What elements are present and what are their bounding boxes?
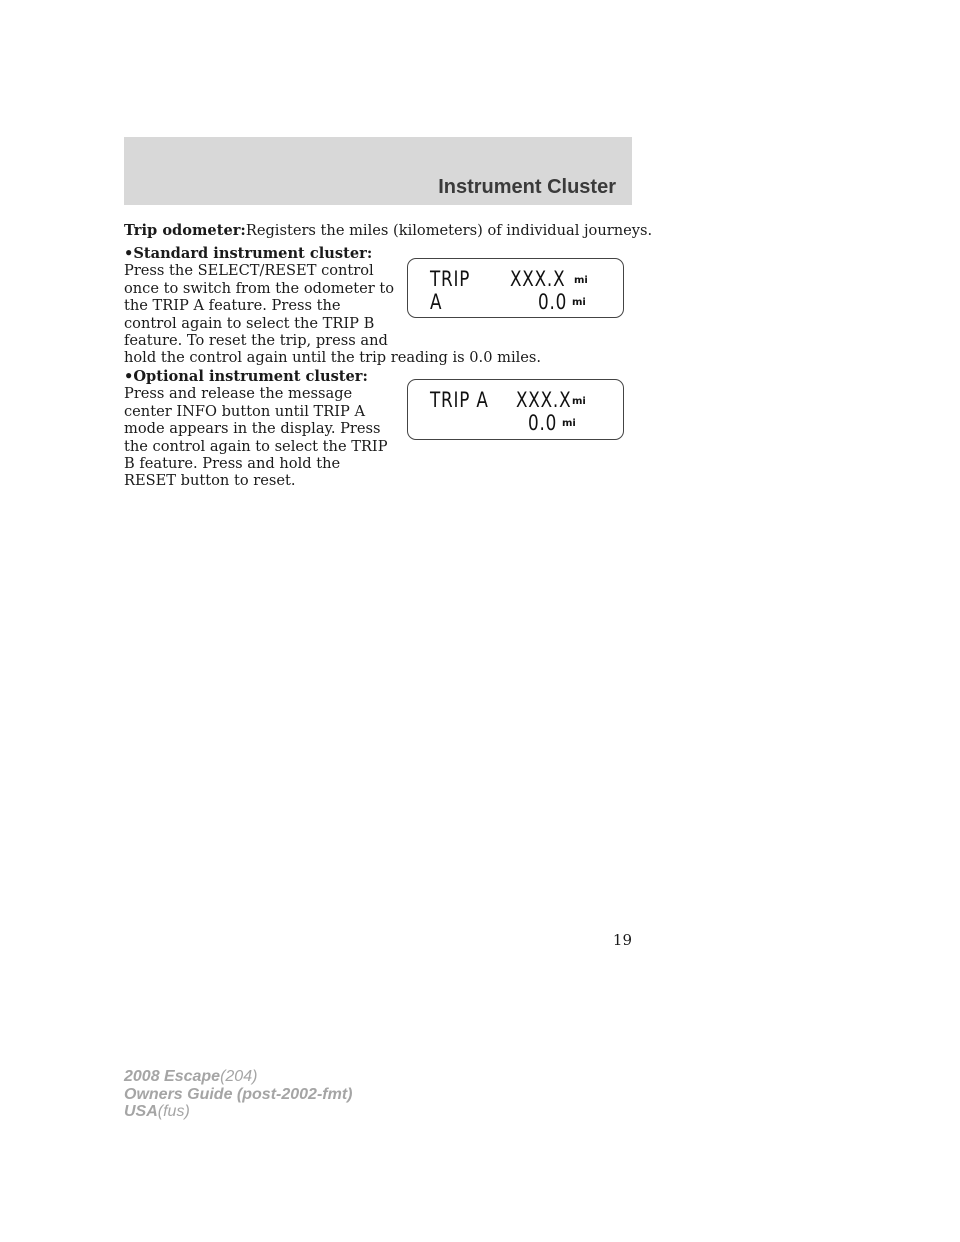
section-title: Instrument Cluster	[438, 176, 616, 198]
optional-line: the control again to select the TRIP	[124, 437, 388, 455]
optional-line: Press and release the message	[124, 385, 353, 403]
optional-heading: •Optional instrument cluster:	[124, 368, 368, 385]
display-unit: mi	[574, 275, 588, 286]
standard-trip-display	[407, 258, 624, 318]
standard-line: control again to select the TRIP B	[124, 314, 375, 332]
display-trip-value: XXX.X	[510, 267, 566, 291]
optional-trip-display	[407, 379, 624, 440]
standard-heading: •Standard instrument cluster:	[124, 245, 373, 262]
display-trip-value: XXX.X	[516, 388, 572, 412]
display-trip-a-label: TRIP A	[430, 388, 489, 412]
section-header-band	[124, 137, 632, 205]
display-trip-label: TRIP	[430, 267, 471, 291]
optional-line: B feature. Press and hold the	[124, 455, 341, 473]
display-reading-value: 0.0	[538, 290, 568, 314]
page-number: 19	[612, 931, 632, 949]
standard-line: feature. To reset the trip, press and	[124, 332, 388, 350]
display-trip-a-label: A	[430, 290, 443, 314]
intro-text: Registers the miles (kilometers) of individual journeys.	[245, 222, 653, 239]
standard-line: once to switch from the odometer to	[124, 279, 394, 297]
optional-line: mode appears in the display. Press	[124, 420, 381, 438]
optional-line: center INFO button until TRIP A	[124, 402, 366, 420]
footer-market-code: (fus)	[157, 1103, 190, 1120]
standard-line: Press the SELECT/RESET control	[124, 262, 374, 280]
intro-term: Trip odometer:	[124, 222, 246, 239]
optional-cluster-paragraph	[124, 368, 388, 490]
optional-line: RESET button to reset.	[124, 472, 296, 490]
standard-line: hold the control again until the trip reading is 0.0 miles.	[124, 349, 542, 367]
footer-model-code: (204)	[220, 1068, 258, 1085]
footer-market: USA	[124, 1103, 158, 1120]
standard-line: the TRIP A feature. Press the	[124, 297, 341, 315]
footer-guide: Owners Guide (post-2002-fmt)	[124, 1085, 353, 1103]
display-unit: mi	[562, 418, 576, 429]
document-footer	[124, 1068, 352, 1121]
intro-paragraph	[124, 222, 652, 239]
footer-model: 2008 Escape	[124, 1068, 221, 1085]
display-unit: mi	[572, 396, 586, 407]
display-unit: mi	[572, 297, 586, 308]
display-reading-value: 0.0	[528, 411, 558, 435]
